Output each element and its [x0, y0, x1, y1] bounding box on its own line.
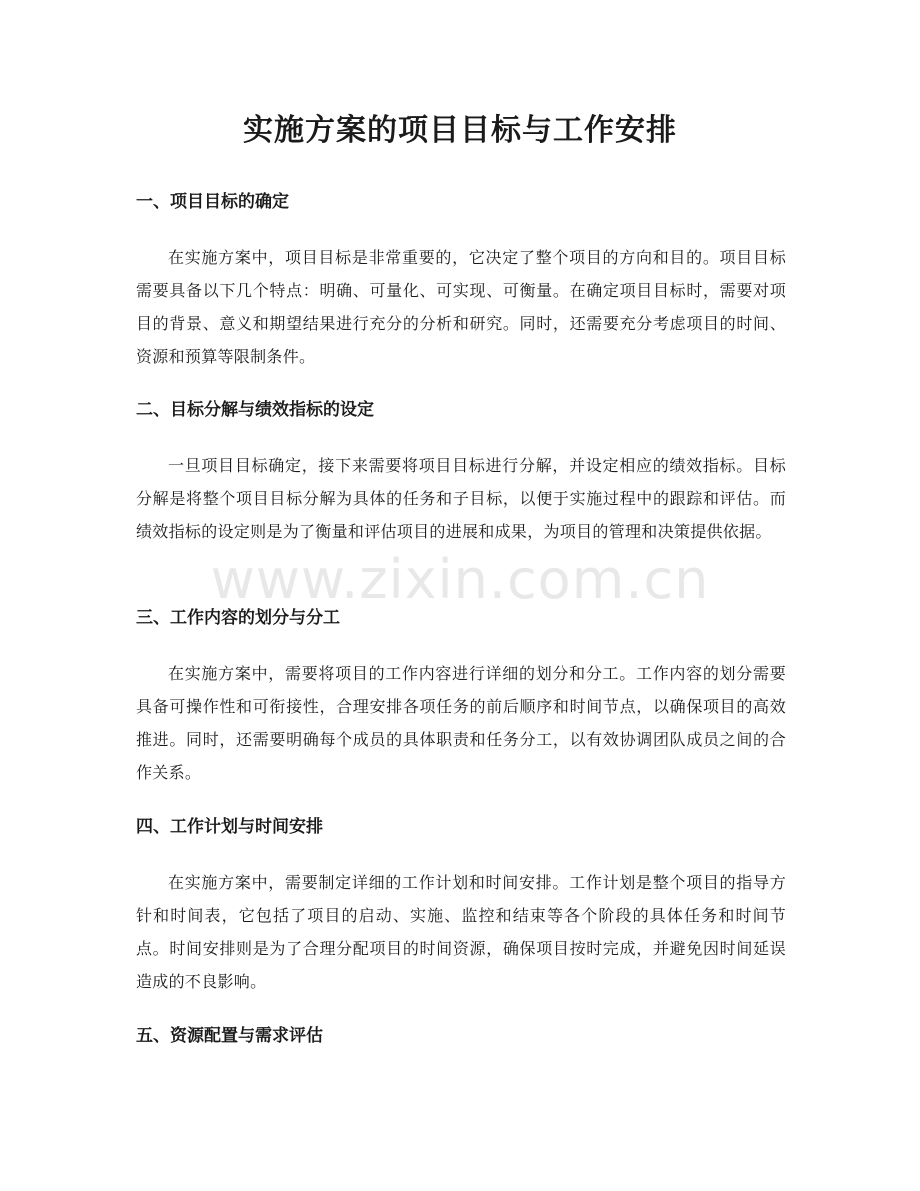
section-heading: 一、项目目标的确定: [136, 192, 289, 212]
section-4: [136, 814, 786, 998]
section-2: [136, 397, 786, 548]
section-heading: 五、资源配置与需求评估: [136, 1026, 323, 1046]
section-paragraph: 一旦项目目标确定，接下来需要将项目目标进行分解，并设定相应的绩效指标。目标分解是将整个项目目标分解为具体的任务和子目标，以便于实施过程中的跟踪和评估。而绩效指标的设定则是为了衡量和评估项目的进展和成果，为项目的管理和决策提供依据。: [136, 456, 786, 541]
section-paragraph: 在实施方案中，需要制定详细的工作计划和时间安排。工作计划是整个项目的指导方针和时间表，它包括了项目的启动、实施、监控和结束等各个阶段的具体任务和时间节点。时间安排则是为了合理分配项目的时间资源，确保项目按时完成，并避免因时间延误造成的不良影响。: [136, 873, 786, 991]
section-5: [136, 1023, 786, 1049]
section-paragraph: 在实施方案中，项目目标是非常重要的，它决定了整个项目的方向和目的。项目目标需要具备以下几个特点：明确、可量化、可实现、可衡量。在确定项目目标时，需要对项目的背景、意义和期望结果进行充分的分析和研究。同时，还需要充分考虑项目的时间、资源和预算等限制条件。: [136, 248, 786, 366]
section-3: [136, 605, 786, 789]
watermark: www.zixin.com.cn: [210, 548, 710, 611]
section-1: [136, 189, 786, 373]
section-heading: 四、工作计划与时间安排: [136, 817, 323, 837]
document-title: 实施方案的项目目标与工作安排: [243, 113, 677, 148]
section-heading: 三、工作内容的划分与分工: [136, 608, 340, 628]
section-heading: 二、目标分解与绩效指标的设定: [136, 400, 374, 420]
section-paragraph: 在实施方案中，需要将项目的工作内容进行详细的划分和分工。工作内容的划分需要具备可操作性和可衔接性，合理安排各项任务的前后顺序和时间节点，以确保项目的高效推进。同时，还需要明确每个成员的具体职责和任务分工，以有效协调团队成员之间的合作关系。: [136, 664, 786, 782]
